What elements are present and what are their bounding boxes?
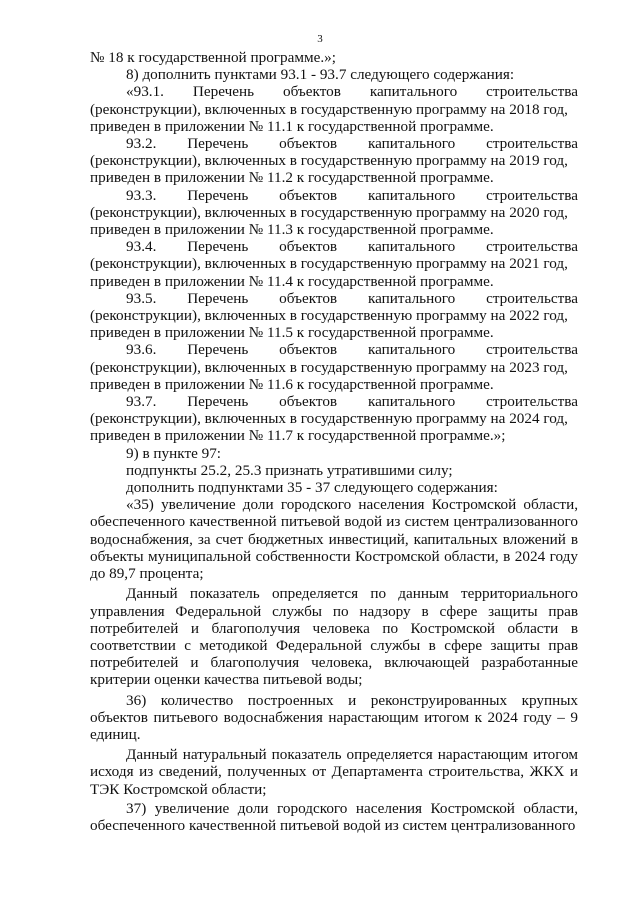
- item-93-5: 93.5. Перечень объектов капитального строительства (реконструкции), включенных в государственную программу на 2022 год, приведен в приложении № 11.5 к государственной программе.: [90, 289, 578, 342]
- item-number: 93.7.: [126, 393, 157, 411]
- subitem-36: 36) количество построенных и реконструированных крупных объектов питьевого водоснабжения нарастающим итогом к 2024 году – 9 единиц.: [90, 691, 578, 743]
- item-number: 93.2.: [126, 135, 157, 153]
- item-number: 93.4.: [126, 238, 157, 256]
- subitem-37: 37) увеличение доли городского населения Костромской области, обеспеченного качественной питьевой водой из систем централизованного: [90, 799, 578, 834]
- subitem-35: «35) увеличение доли городского населения Костромской области, обеспеченного качественной питьевой водой из систем централизованного водоснабжения, за счет бюджетных инвестиций, капитальных вложений в объекты муниципальной собственности Костромской области, в 2024 году до 89,7 процента;: [90, 496, 578, 583]
- item-93-4: 93.4. Перечень объектов капитального строительства (реконструкции), включенных в государственную программу на 2021 год, приведен в приложении № 11.4 к государственной программе.: [90, 238, 578, 290]
- item-number: 93.3.: [126, 186, 157, 204]
- subitem-35-note: Данный показатель определяется по данным территориального управления Федеральной службы по надзору в сфере защиты прав потребителей и благополучия человека по Костромской области в соответствии с методикой Федеральной службы в сфере защиты прав потребителей и благополучия человека, включающей разработанные критерии оценки качества питьевой воды;: [90, 585, 578, 689]
- document-body: [90, 49, 578, 834]
- item-number: 93.6.: [126, 341, 157, 359]
- item-93-6: 93.6. Перечень объектов капитального строительства (реконструкции), включенных в государственную программу на 2023 год, приведен в приложении № 11.6 к государственной программе.: [90, 341, 578, 393]
- item-93-2: 93.2. Перечень объектов капитального строительства (реконструкции), включенных в государственную программу на 2019 год, приведен в приложении № 11.2 к государственной программе.: [90, 135, 578, 187]
- item-number: 93.5.: [126, 289, 157, 307]
- item-number: «93.1.: [126, 83, 164, 101]
- subitems-invalidated: подпункты 25.2, 25.3 признать утратившими силу;: [126, 461, 453, 479]
- item-93-7: 93.7. Перечень объектов капитального строительства (реконструкции), включенных в государственную программу на 2024 год, приведен в приложении № 11.7 к государственной программе.»;: [90, 393, 578, 445]
- item-8-intro: 8) дополнить пунктами 93.1 - 93.7 следующего содержания:: [126, 66, 515, 84]
- subitems-addition: дополнить подпунктами 35 - 37 следующего содержания:: [126, 479, 498, 497]
- item-9-intro: 9) в пункте 97:: [126, 444, 222, 462]
- item-93-1: «93.1. Перечень объектов капитального строительства (реконструкции), включенных в государственную программу на 2018 год, приведен в приложении № 11.1 к государственной программе.: [90, 83, 578, 135]
- subitem-36-note: Данный натуральный показатель определяется нарастающим итогом исходя из сведений, полученных от Департамента строительства, ЖКХ и ТЭК Костромской области;: [90, 746, 578, 798]
- page-number: 3: [317, 33, 323, 45]
- item-93-3: 93.3. Перечень объектов капитального строительства (реконструкции), включенных в государственную программу на 2020 год, приведен в приложении № 11.3 к государственной программе.: [90, 186, 578, 239]
- line-end-of-previous-item: № 18 к государственной программе.»;: [90, 49, 336, 66]
